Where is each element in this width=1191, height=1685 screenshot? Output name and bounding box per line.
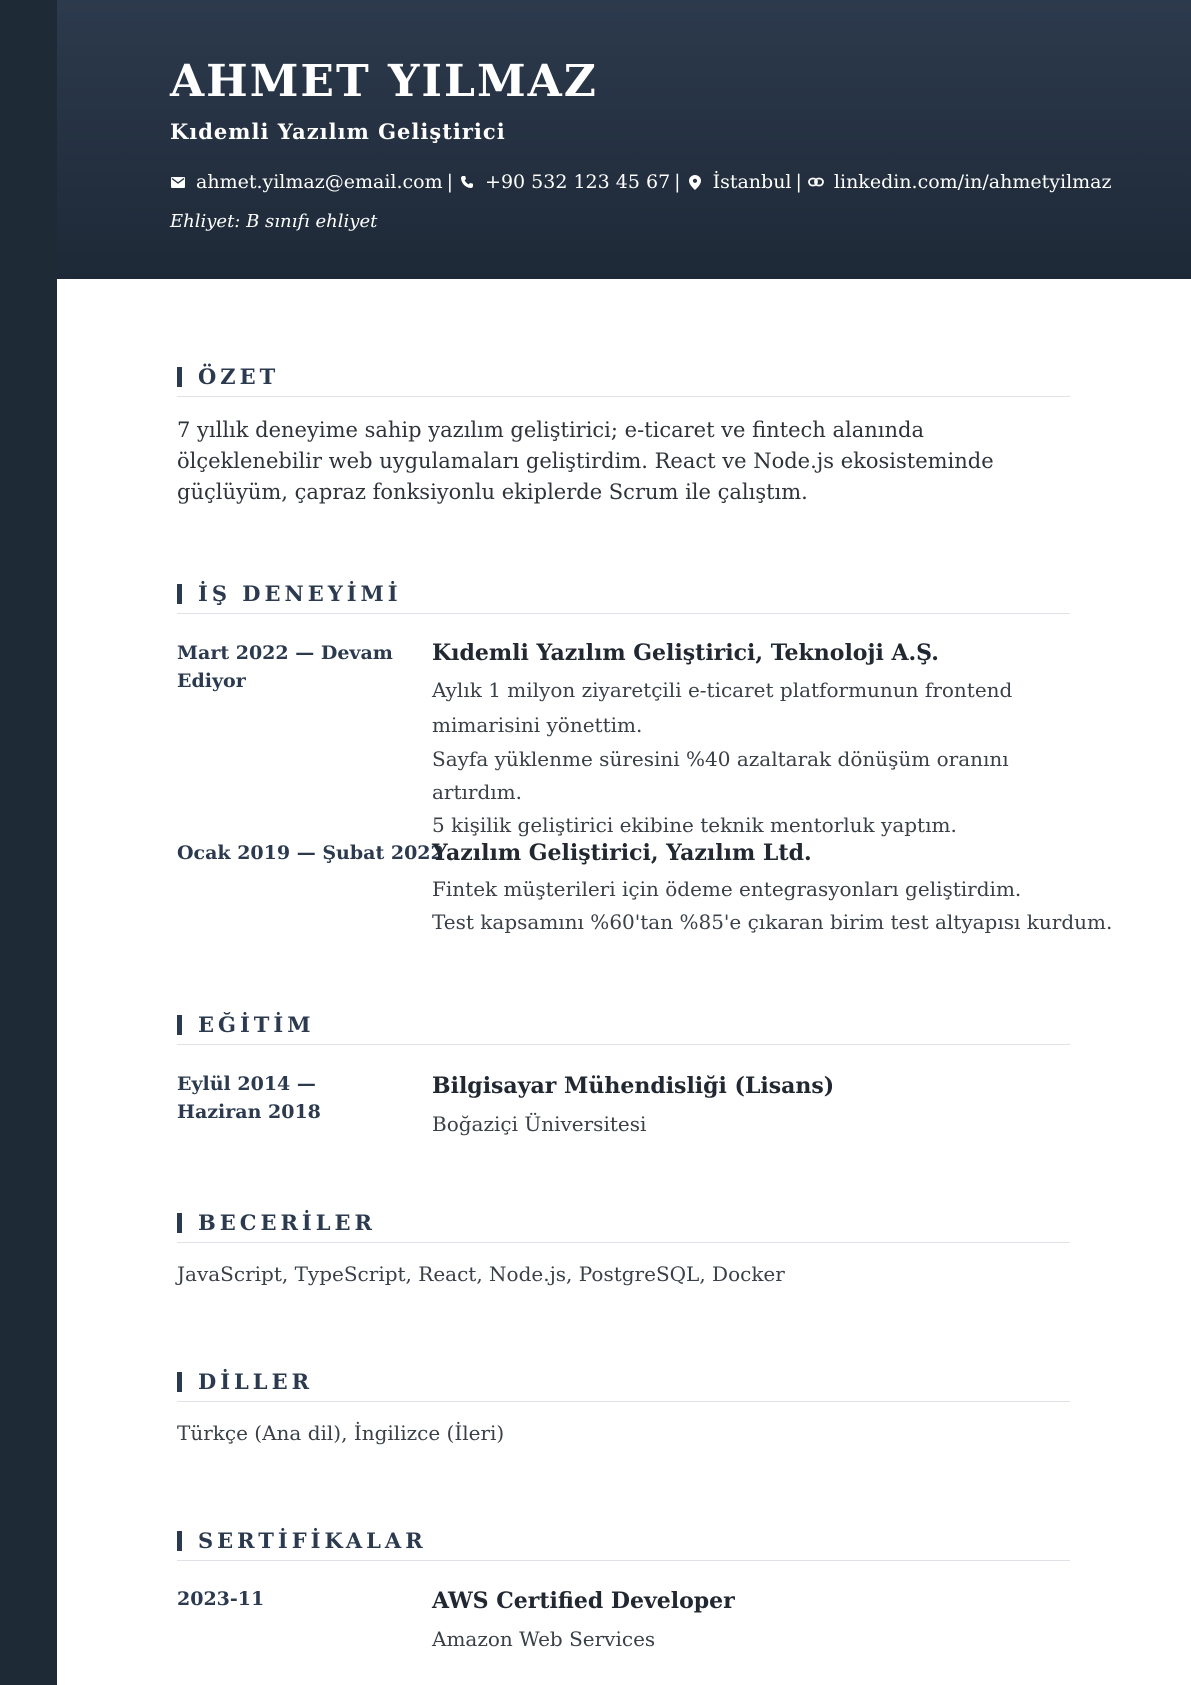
experience-section [177, 577, 1070, 614]
phone-icon [459, 174, 475, 190]
contact-line [170, 168, 1112, 196]
section-title: BECERİLER [198, 1210, 376, 1235]
section-marker [177, 1531, 182, 1551]
section-header [177, 1008, 1070, 1045]
education-institution: Boğaziçi Üniversitesi [432, 1112, 647, 1136]
resume-header [57, 0, 1191, 279]
list-item: Test kapsamını %60'tan %85'e çıkaran birim test altyapısı kurdum. [432, 910, 1113, 934]
candidate-role: Kıdemli Yazılım Geliştirici [170, 119, 506, 144]
section-title: ÖZET [198, 364, 280, 389]
driving-license: Ehliyet: B sınıfı ehliyet [170, 211, 378, 232]
skills-text: JavaScript, TypeScript, React, Node.js, PostgreSQL, Docker [177, 1262, 785, 1286]
contact-linkedin[interactable]: linkedin.com/in/ahmetyilmaz [833, 171, 1112, 193]
section-header [177, 577, 1070, 614]
experience-bullets [432, 873, 1113, 939]
section-header [177, 1365, 1070, 1402]
summary-text: 7 yıllık deneyime sahip yazılım geliştirici; e-ticaret ve fintech alanında ölçeklenebilir web uygulamaları geliştirdim. React ve Node.js ekosisteminde güçlüyüm, çapraz fonksiyonlu ekiplerde Scrum ile çalıştım. [177, 418, 994, 504]
education-body [432, 1070, 1072, 1141]
section-title: DİLLER [198, 1369, 314, 1394]
link-icon [808, 174, 824, 190]
education-section [177, 1008, 1070, 1045]
education-degree: Bilgisayar Mühendisliği (Lisans) [432, 1073, 835, 1099]
contact-phone[interactable]: +90 532 123 45 67 [485, 171, 671, 193]
mail-icon [170, 174, 186, 190]
contact-separator: | [674, 171, 681, 193]
section-header [177, 1206, 1070, 1243]
list-item: Sayfa yüklenme süresini %40 azaltarak dönüşüm oranını artırdım. [432, 747, 1009, 804]
experience-title: Yazılım Geliştirici, Yazılım Ltd. [432, 840, 812, 866]
section-header [177, 1524, 1070, 1561]
left-accent-bar [0, 0, 57, 1685]
experience-title: Kıdemli Yazılım Geliştirici, Teknoloji A.Ş. [432, 640, 939, 666]
section-title: SERTİFİKALAR [198, 1528, 427, 1553]
summary-section [177, 360, 1070, 508]
section-marker [177, 367, 182, 387]
section-marker [177, 1372, 182, 1392]
experience-date: Ocak 2019 — Şubat 2022 [177, 842, 444, 864]
skills-section [177, 1206, 1070, 1290]
contact-separator: | [446, 171, 454, 193]
experience-date: Mart 2022 — Devam Ediyor [177, 642, 393, 692]
certificate-body [432, 1585, 1072, 1656]
languages-section [177, 1365, 1070, 1449]
certificates-section [177, 1524, 1070, 1561]
section-header [177, 360, 1070, 397]
contact-separator: | [795, 171, 802, 193]
section-marker [177, 584, 182, 604]
list-item: Fintek müşterileri için ödeme entegrasyonları geliştirdim. [432, 877, 1022, 901]
section-marker [177, 1213, 182, 1233]
contact-email[interactable]: ahmet.yilmaz@email.com [196, 171, 443, 193]
contact-location: İstanbul [712, 171, 792, 193]
list-item: Aylık 1 milyon ziyaretçili e-ticaret platformunun frontend mimarisini yönettim. [432, 678, 1013, 737]
experience-body [432, 837, 1113, 939]
languages-text: Türkçe (Ana dil), İngilizce (İleri) [177, 1421, 505, 1445]
certificate-issuer: Amazon Web Services [432, 1627, 656, 1651]
certificate-date: 2023-11 [177, 1588, 265, 1610]
certificate-title: AWS Certified Developer [432, 1588, 735, 1614]
section-title: EĞİTİM [198, 1012, 315, 1037]
section-marker [177, 1015, 182, 1035]
experience-bullets [432, 673, 1072, 842]
location-pin-icon [687, 174, 703, 190]
section-title: İŞ DENEYİMİ [198, 581, 402, 606]
list-item: 5 kişilik geliştirici ekibine teknik mentorluk yaptım. [432, 813, 957, 837]
experience-body [432, 637, 1072, 842]
candidate-name: AHMET YILMAZ [170, 56, 598, 107]
education-date: Eylül 2014 — Haziran 2018 [177, 1073, 321, 1123]
